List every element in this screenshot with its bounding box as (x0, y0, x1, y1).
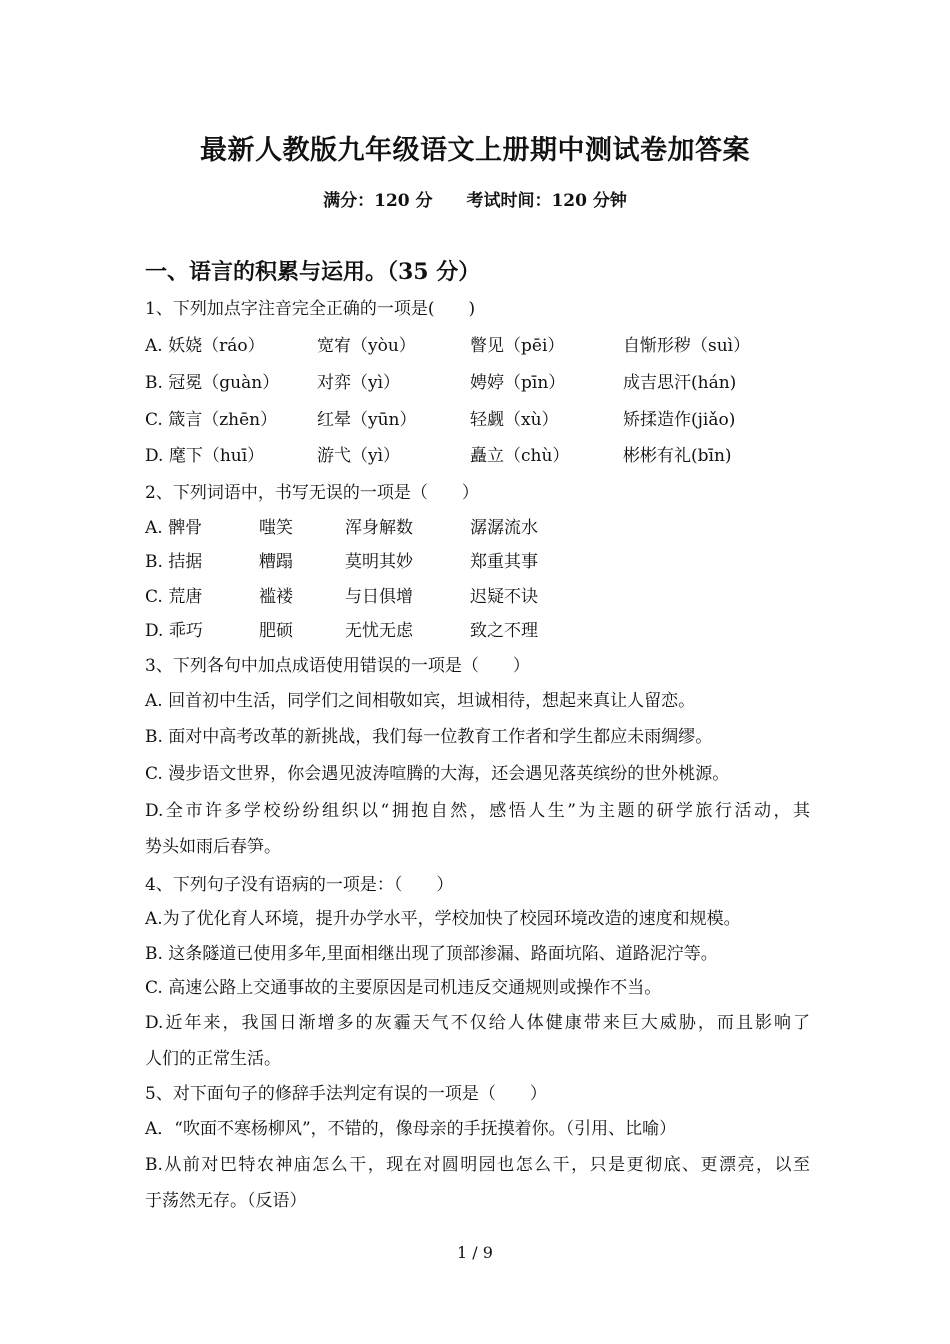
q3-option-a: A. 回首初中生活，同学们之间相敬如宾，坦诚相待，想起来真让人留恋。 (145, 691, 696, 711)
page-number: 1 / 9 (457, 1243, 493, 1262)
option-cell: 宽宥（yòu） (317, 336, 416, 356)
option-cell: 娉婷（pīn） (470, 373, 566, 393)
question-5-stem: 5、对下面句子的修辞手法判定有误的一项是（ ） (145, 1084, 547, 1104)
q4-option-a: A.为了优化育人环境，提升办学水平，学校加快了校园环境改造的速度和规模。 (145, 909, 741, 929)
option-cell: B. 冠冕（guàn） (145, 373, 280, 393)
option-cell: C. 荒唐 (145, 587, 203, 607)
q3-option-d-line2: 势头如雨后春笋。 (145, 837, 281, 857)
option-cell: 糟蹋 (259, 552, 293, 572)
option-cell: 浑身解数 (345, 518, 413, 538)
option-cell: 瞥见（pēi） (470, 336, 565, 356)
option-cell: 肥硕 (259, 621, 293, 641)
q4-option-d-line1: D.近年来，我国日渐增多的灰霾天气不仅给人体健康带来巨大威胁，而且影响了 (145, 1013, 810, 1033)
option-cell: 矗立（chù） (470, 446, 570, 466)
option-cell: D. 乖巧 (145, 621, 203, 641)
exam-meta (0, 186, 950, 211)
option-cell: 自惭形秽（suì） (623, 336, 751, 356)
option-cell: 游弋（yì） (317, 446, 401, 466)
option-cell: 致之不理 (470, 621, 538, 641)
full-score: 满分：120 分 (323, 191, 433, 211)
option-cell: 与日俱增 (345, 587, 413, 607)
option-cell: B. 拮据 (145, 552, 203, 572)
q5-option-b-line2: 于荡然无存。（反语） (145, 1191, 307, 1211)
question-4-stem: 4、下列句子没有语病的一项是：（ ） (145, 875, 454, 895)
option-cell: 莫明其妙 (345, 552, 413, 572)
option-cell: 轻觑（xù） (470, 410, 559, 430)
option-cell: 无忧无虑 (345, 621, 413, 641)
section-heading: 一、语言的积累与运用。（35 分） (145, 259, 481, 285)
option-cell: 彬彬有礼(bīn) (623, 446, 732, 466)
option-cell: 潺潺流水 (470, 518, 538, 538)
option-cell: A. 妖娆（ráo） (145, 336, 265, 356)
option-cell: 褴褛 (259, 587, 293, 607)
option-cell: 成吉思汗(hán) (623, 373, 737, 393)
option-cell: 嗤笑 (259, 518, 293, 538)
option-cell: 郑重其事 (470, 552, 538, 572)
option-cell: 对弈（yì） (317, 373, 401, 393)
q3-option-b: B. 面对中高考改革的新挑战，我们每一位教育工作者和学生都应未雨绸缪。 (145, 727, 713, 747)
question-1-stem: 1、下列加点字注音完全正确的一项是( ) (145, 299, 476, 319)
q3-option-d-line1: D.全市许多学校纷纷组织以“拥抱自然，感悟人生”为主题的研学旅行活动，其 (145, 801, 810, 821)
q3-option-c: C. 漫步语文世界，你会遇见波涛喧腾的大海，还会遇见落英缤纷的世外桃源。 (145, 764, 730, 784)
page-title: 最新人教版九年级语文上册期中测试卷加答案 (200, 135, 750, 166)
option-cell: A. 髀骨 (145, 518, 203, 538)
q4-option-b: B. 这条隧道已使用多年,里面相继出现了顶部渗漏、路面坑陷、道路泥泞等。 (145, 944, 718, 964)
option-cell: D. 麾下（huī） (145, 446, 265, 466)
q4-option-d-line2: 人们的正常生活。 (145, 1049, 281, 1069)
q4-option-c: C. 高速公路上交通事故的主要原因是司机违反交通规则或操作不当。 (145, 978, 662, 998)
option-cell: 红晕（yūn） (317, 410, 417, 430)
option-cell: 迟疑不诀 (470, 587, 538, 607)
q5-option-b-line1: B.从前对巴特农神庙怎么干，现在对圆明园也怎么干，只是更彻底、更漂亮，以至 (145, 1155, 810, 1175)
exam-time: 考试时间：120 分钟 (466, 191, 627, 211)
option-cell: C. 箴言（zhēn） (145, 410, 278, 430)
question-3-stem: 3、下列各句中加点成语使用错误的一项是（ ） (145, 656, 530, 676)
q5-option-a: A．“吹面不寒杨柳风”，不错的，像母亲的手抚摸着你。（引用、比喻） (145, 1119, 677, 1139)
option-cell: 矫揉造作(jiǎo) (623, 410, 736, 430)
question-2-stem: 2、下列词语中，书写无误的一项是（ ） (145, 483, 479, 503)
